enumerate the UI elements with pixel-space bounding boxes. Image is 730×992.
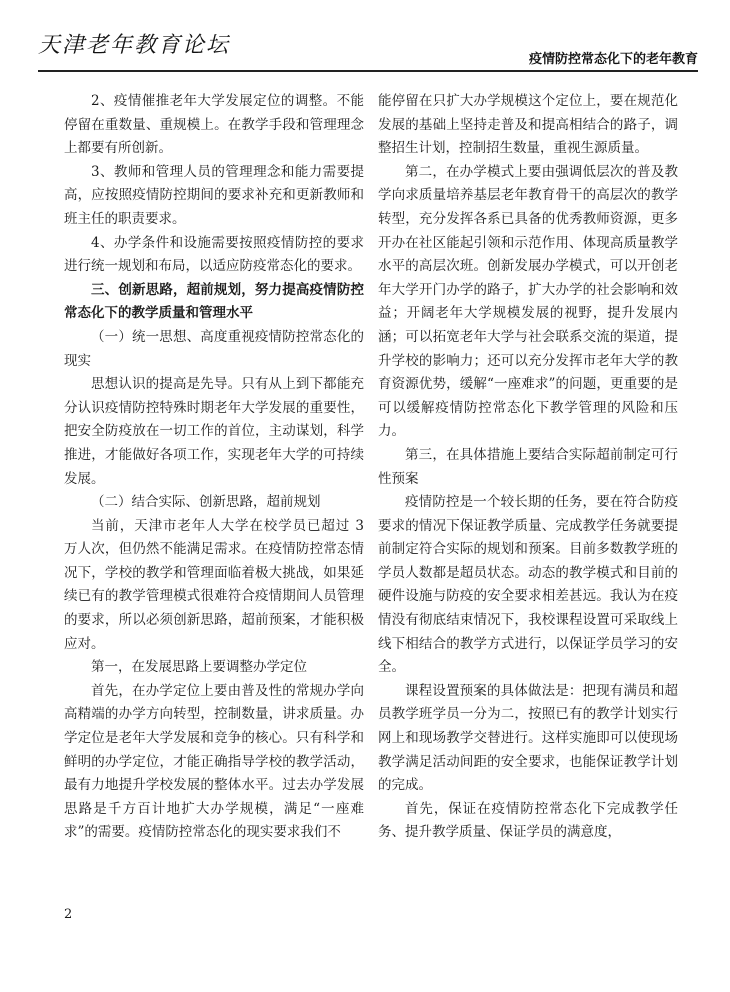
section-title: 疫情防控常态化下的老年教育 [528,52,698,67]
paragraph: 首先，保证在疫情防控常态化下完成教学任务、提升教学质量、保证学员的满意度， [378,800,678,841]
subsection-heading: （二）结合实际、创新思路，超前规划 [91,494,321,511]
paragraph-continued: 能停留在只扩大办学规模这个定位上，要在规范化发展的基础上坚持走普及和提高相结合的路子，调整招生计划，控制招生数量，重视生源质量。 [378,93,678,157]
page-header [38,28,698,72]
page-number: 2 [64,907,73,922]
paragraph: 课程设置预案的具体做法是：把现有满员和超员教学班学员一分为二，按照已有的教学计划实行网上和现场教学交替进行。这样实施即可以使现场教学满足活动间距的安全要求，也能保证教学计划的完成。 [378,682,678,794]
paragraph: 思想认识的提高是先导。只有从上到下都能充分认识疫情防控特殊时期老年大学发展的重要性，把安全防疫放在一切工作的首位，主动谋划，科学推进，才能做好各项工作，实现老年大学的可持续发展。 [64,376,364,487]
right-column [378,90,678,845]
left-column [64,90,364,845]
journal-logo: 天津老年教育论坛 [38,33,231,58]
header-rule [38,70,698,72]
paragraph: 第一，在发展思路上要调整办学定位 [91,659,307,676]
paragraph: 第二，在办学模式上要由强调低层次的普及教学向求质量培养基层老年教育骨干的高层次的教学转型，充分发挥各系已具备的优秀教师资源，更多开办在社区能起引领和示范作用、体现高质量教学水平的高层次班。创新发展办学模式，可以开创老年大学开门办学的路子，扩大办学的社会影响和效益；开阔老年大学规模发展的视野，提升发展内涵；可以拓宽老年大学与社会联系交流的渠道，提升学校的影响力；还可以充分发挥市老年大学的教育资源优势，缓解“一座难求”的问题，更重要的是可以缓解疫情防控常态化下教学管理的风险和压力。 [378,163,678,440]
section-heading: 三、创新思路，超前规划，努力提高疫情防控常态化下的教学质量和管理水平 [64,281,364,322]
paragraph: 首先，在办学定位上要由普及性的常规办学向高精端的办学方向转型，控制数量，讲求质量。办学定位是老年大学发展和竞争的核心。只有科学和鲜明的办学定位，才能正确指导学校的教学活动，最有力地提升学校发展的整体水平。过去办学发展思路是千方百计地扩大办学规模，满足“一座难求”的需要。疫情防控常态化的现实要求我们不 [64,682,364,841]
paragraph: 4、办学条件和设施需要按照疫情防控的要求进行统一规划和布局，以适应防疫常态化的要求。 [64,234,364,275]
paragraph: 3、教师和管理人员的管理理念和能力需要提高，应按照疫情防控期间的要求补充和更新教师和班主任的职责要求。 [64,163,364,227]
paragraph: 第三，在具体措施上要结合实际超前制定可行性预案 [378,446,678,487]
subsection-heading: （一）统一思想、高度重视疫情防控常态化的现实 [64,328,364,369]
paragraph: 疫情防控是一个较长期的任务，要在符合防疫要求的情况下保证教学质量、完成教学任务就要提前制定符合实际的规划和预案。目前多数教学班的学员人数都是超员状态。动态的教学模式和目前的硬件设施与防疫的安全要求相差甚远。我认为在疫情没有彻底结束情况下，我校课程设置可采取线上线下相结合的教学方式进行，以保证学员学习的安全。 [378,494,678,676]
paragraph: 2、疫情催推老年大学发展定位的调整。不能停留在重数量、重规模上。在教学手段和管理理念上都要有所创新。 [64,93,364,157]
paragraph: 当前，天津市老年人大学在校学员已超过 3 万人次，但仍然不能满足需求。在疫情防控常态情况下，学校的教学和管理面临着极大挑战，如果延续已有的教学管理模式很难符合疫情期间人员管理的要求，所以必须创新思路，超前预案，才能积极应对。 [64,517,364,652]
